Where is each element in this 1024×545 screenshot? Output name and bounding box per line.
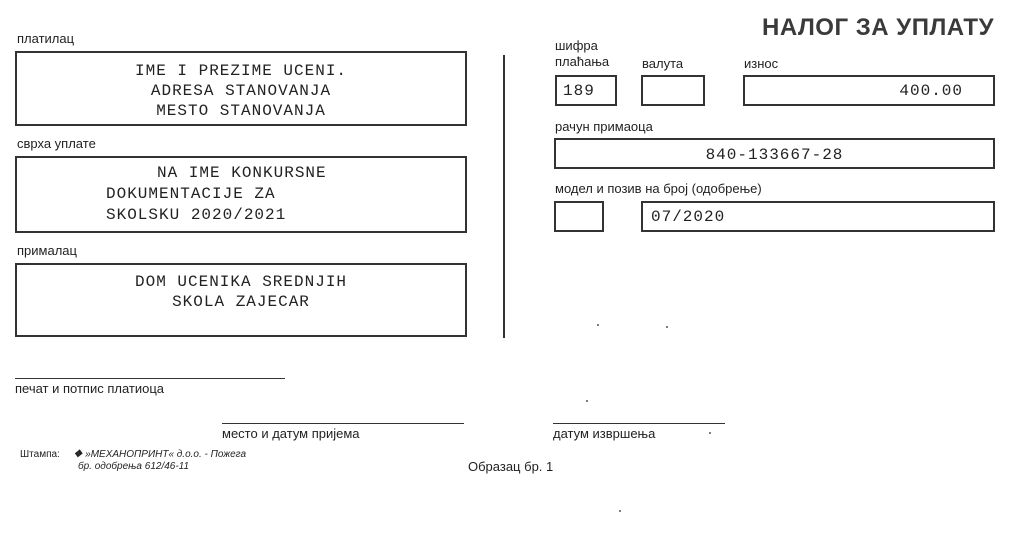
recipient-field[interactable] [15, 263, 467, 337]
recipient-account-value: 840-133667-28 [705, 146, 844, 164]
reference-number-field[interactable] [641, 201, 995, 232]
payer-line-2: ADRESA STANOVANJA [150, 82, 332, 100]
payment-code-label [555, 38, 609, 70]
signature-label: печат и потпис платиоца [15, 381, 165, 396]
scan-speck [586, 400, 588, 402]
printer-approval [78, 461, 189, 472]
payer-field[interactable] [15, 51, 467, 126]
amount-label: износ [744, 56, 779, 71]
recipient-account-field[interactable] [554, 138, 995, 169]
amount-field[interactable] [743, 75, 995, 106]
printer-info [20, 449, 246, 460]
recipient-label: прималац [17, 243, 77, 258]
purpose-line-1: NA IME KONKURSNE [157, 164, 327, 182]
scan-speck [666, 326, 668, 328]
currency-label: валута [642, 56, 684, 71]
scan-speck [619, 510, 621, 512]
payer-line-1: IME I PREZIME UCENI. [134, 62, 348, 80]
printer-prefix: Штампа: [20, 449, 60, 460]
purpose-label: сврха уплате [17, 136, 96, 151]
amount-value: 400.00 [899, 82, 963, 100]
place-date-label: место и датум пријема [222, 426, 360, 441]
payment-code-label-line-1: шифра [555, 38, 598, 53]
model-reference-label: модел и позив на број (одобрење) [555, 181, 762, 196]
scan-speck [597, 324, 599, 326]
execution-date-line [553, 423, 725, 424]
recipient-line-2: SKOLA ZAJECAR [172, 293, 310, 311]
payment-code-value: 189 [563, 82, 595, 100]
payer-line-3: MESTO STANOVANJA [156, 102, 326, 120]
scan-speck [709, 432, 711, 434]
printer-logo-icon: ❖ [73, 449, 83, 460]
form-number: Образац бр. 1 [468, 459, 554, 474]
recipient-account-label: рачун примаоца [555, 119, 653, 134]
purpose-line-2: DOKUMENTACIJE ZA [106, 185, 276, 203]
currency-field[interactable] [641, 75, 705, 106]
column-divider [503, 55, 505, 338]
purpose-field[interactable] [15, 156, 467, 233]
printer-approval-text: бр. одобрења 612/46-11 [78, 461, 190, 472]
recipient-line-1: DOM UCENIKA SREDNJIH [134, 273, 348, 291]
printer-name: »МЕХАНОПРИНТ« д.о.о. - Пожега [85, 449, 247, 460]
place-date-line [222, 423, 464, 424]
payer-label: платилац [17, 31, 75, 46]
payment-code-field[interactable] [555, 75, 617, 106]
payment-code-label-line-2: плаћања [555, 54, 610, 69]
model-field[interactable] [554, 201, 604, 232]
form-title: НАЛОГ ЗА УПЛАТУ [762, 14, 995, 41]
reference-number-value: 07/2020 [651, 208, 726, 226]
signature-line [15, 378, 285, 379]
execution-date-label: датум извршења [553, 426, 656, 441]
purpose-line-3: SKOLSKU 2020/2021 [106, 206, 287, 224]
